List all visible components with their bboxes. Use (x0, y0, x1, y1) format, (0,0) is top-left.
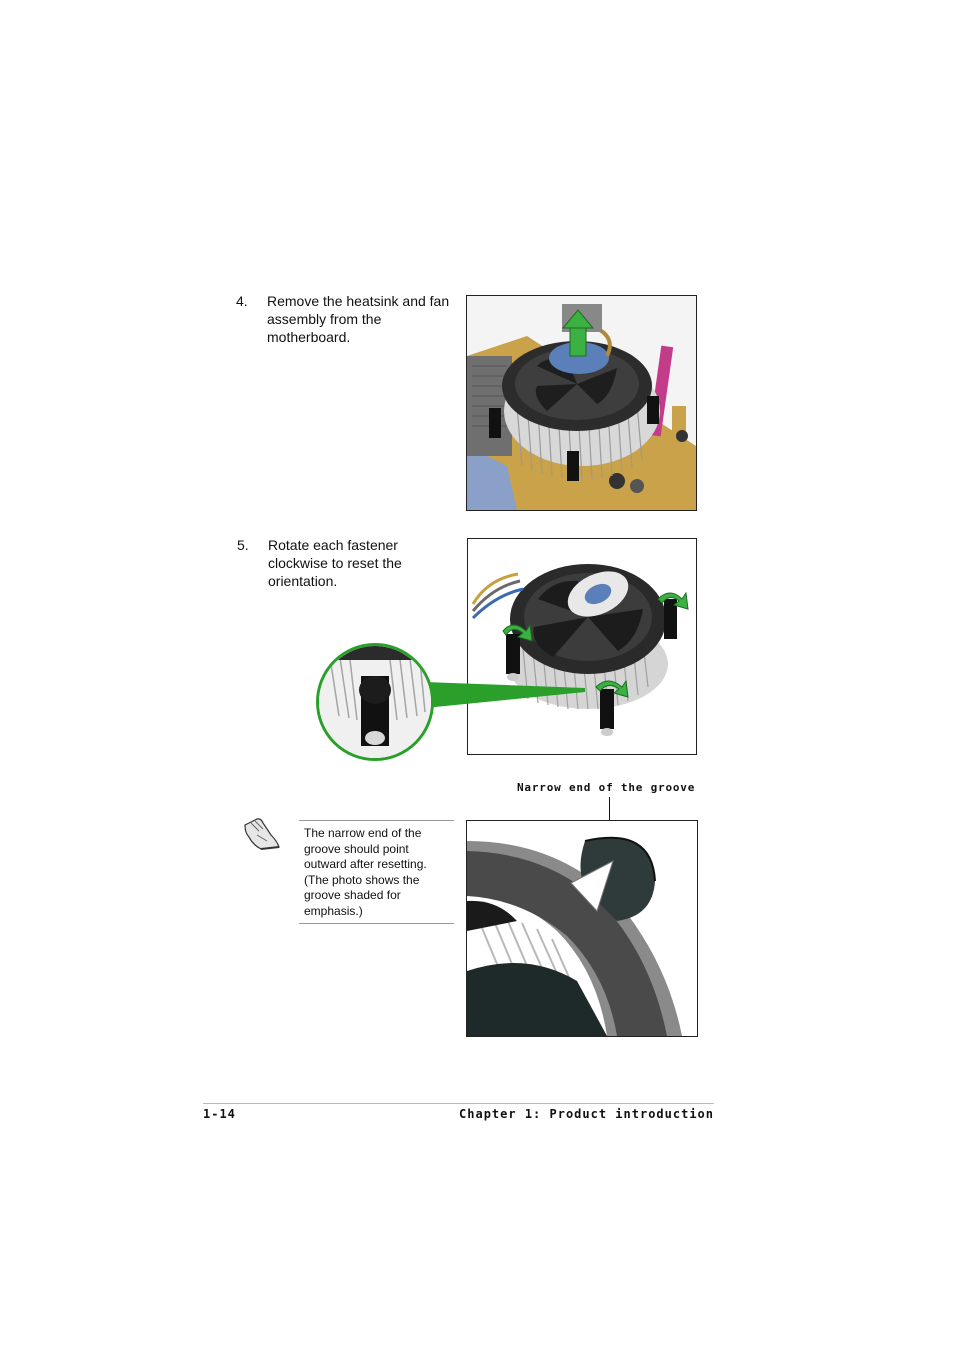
step-text: Rotate each fastener clockwise to reset the orientation. (268, 537, 402, 589)
page-number: 1-14 (203, 1107, 236, 1121)
step-text: Remove the heatsink and fan assembly from the motherboard. (267, 293, 450, 345)
magnified-fastener-inset (316, 643, 434, 761)
heatsink-removal-photo (466, 295, 697, 511)
step-4 (236, 292, 466, 352)
footer-rule (203, 1103, 714, 1104)
chapter-title: Chapter 1: Product introduction (459, 1107, 714, 1121)
groove-closeup-photo (466, 820, 698, 1037)
hand-pointer-note-icon (241, 815, 283, 851)
step-5 (237, 536, 467, 596)
groove-callout-label: Narrow end of the groove (517, 781, 696, 794)
step-number: 4. (236, 293, 248, 309)
step-number: 5. (237, 537, 249, 553)
note-text: The narrow end of the groove should point outward after resetting. (The photo shows the groove shaded for emphasis.) (299, 820, 454, 924)
zoom-connector (425, 680, 595, 710)
fastener-rotation-photo (467, 538, 697, 755)
